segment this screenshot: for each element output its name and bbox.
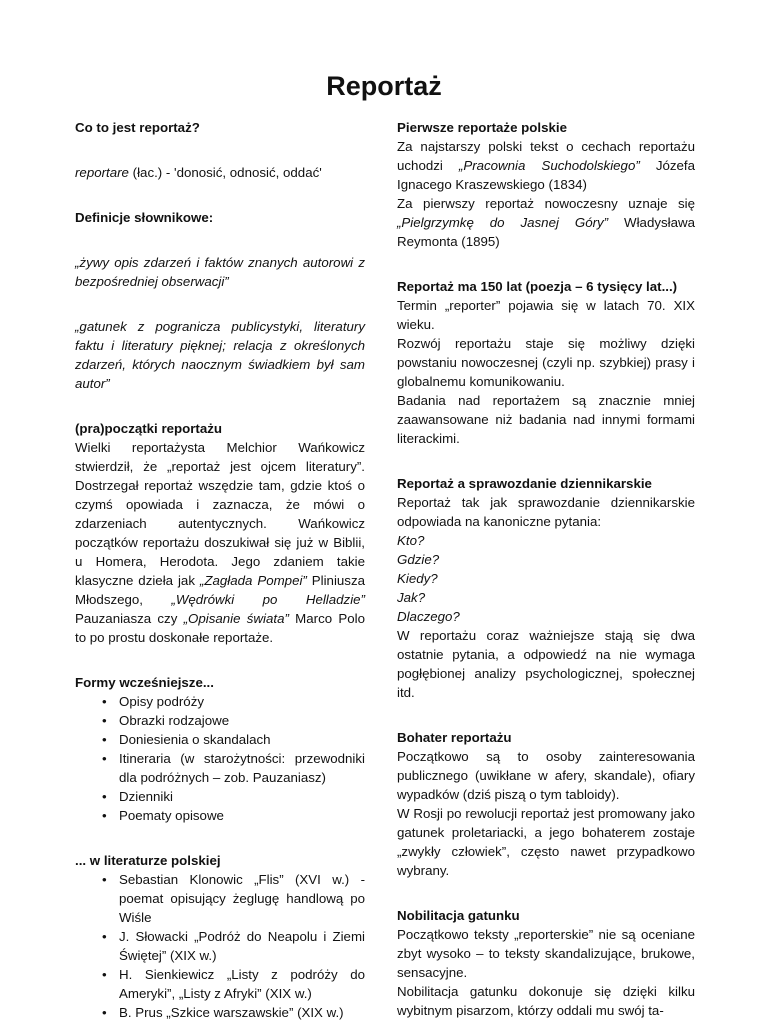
list-item: • H. Sienkiewicz „Listy z podróży do Ameryki”, „Listy z Afryki” (XIX w.) (75, 965, 365, 1003)
ennoblement-paragraph-1: Początkowo teksty „reporterskie” nie są oceniane zbyt wysoko – to teksty skandalizujące, brukowe, sensacyjne. (397, 927, 695, 980)
etymology-meaning: (łac.) - 'donosić, odnosić, oddać' (128, 165, 322, 180)
first-text: Władysława Reymonta (1895) (397, 215, 695, 249)
age-paragraph-3: Badania nad reportażem są znacznie mniej zaawansowane niż badania nad innymi formami literackimi. (397, 393, 695, 446)
list-item: • Opisy podróży (75, 692, 365, 711)
title-opisanie-swiata: „Opisanie świata” (183, 611, 289, 626)
origins-text: Marco Polo to po prostu doskonałe reportaże. (75, 611, 365, 645)
list-item: • Sebastian Klonowic „Flis” (XVI w.) - poemat opisujący żeglugę handlową po Wiśle (75, 870, 365, 927)
origins-text: Pauzaniasza czy (75, 611, 184, 626)
title-pielgrzymka-do-jasnej-gory: „Pielgrzymkę do Jasnej Góry” (397, 215, 609, 230)
etymology (75, 163, 365, 182)
left-column (75, 118, 365, 1022)
right-column (397, 118, 695, 1020)
title-wedrowki-po-helladzie: „Wędrówki po Helladzie” (171, 592, 365, 607)
list-item: • B. Prus „Szkice warszawskie” (XIX w.) (75, 1003, 365, 1022)
question-when: Kiedy? (397, 571, 438, 586)
title-zaglada-pompei: „Zagłada Pompei” (199, 573, 307, 588)
earlier-forms-heading: Formy wcześniejsze... (75, 675, 214, 690)
list-item: • Itineraria (w starożytności: przewodniki dla podróżnych – zob. Pauzaniasz) (75, 749, 365, 787)
list-item: • Dzienniki (75, 787, 365, 806)
hero-paragraph-2: W Rosji po rewolucji reportaż jest promowany jako gatunek proletariacki, a jego bohaterem zostaje „zwykły człowiek”, często nawet przypadkowo wybrany. (397, 806, 695, 878)
report-paragraph-2: W reportażu coraz ważniejsze stają się dwa ostatnie pytania, a odpowiedź na nie wymaga pogłębionej analizy psychologicznej, społecznej itd. (397, 628, 695, 700)
origins-text: Pliniusza Młodszego, (75, 573, 365, 607)
question-how: Jak? (397, 590, 426, 605)
question-why: Dlaczego? (397, 609, 460, 624)
list-item: • Poematy opisowe (75, 806, 365, 825)
first-reportages-paragraph-2 (397, 194, 695, 251)
list-item: • J. Słowacki „Podróż do Neapolu i Ziemi Świętej” (XIX w.) (75, 927, 365, 965)
definition-2: „gatunek z pogranicza publicystyki, literatury faktu i literatury pięknej; relacja z określonych zdarzeń, których naocznym świadkiem był sam autor” (75, 319, 365, 391)
first-reportages-heading: Pierwsze reportaże polskie (397, 120, 567, 135)
question-where: Gdzie? (397, 552, 440, 567)
first-text: Za najstarszy polski tekst o cechach reportażu uchodzi (397, 139, 695, 173)
page-title: Reportaż (326, 71, 442, 101)
age-paragraph-2: Rozwój reportażu staje się możliwy dzięki powstaniu nowoczesnej (czyli np. szybkiej) prasy i globalnemu komunikowaniu. (397, 336, 695, 389)
origins-heading: (pra)początki reportażu (75, 421, 223, 436)
etymology-word: reportare (75, 165, 129, 180)
ennoblement-heading: Nobilitacja gatunku (397, 908, 520, 923)
age-paragraph-1: Termin „reporter” pojawia się w latach 70. XIX wieku. (397, 298, 695, 332)
list-item: • Doniesienia o skandalach (75, 730, 365, 749)
report-vs-news-heading: Reportaż a sprawozdanie dziennikarskie (397, 476, 652, 491)
question-who: Kto? (397, 533, 425, 548)
origins-text: Wielki reportażysta Melchior Wańkowicz stwierdził, że „reportaż jest ojcem literatury”. Dostrzegał reportaż wszędzie tam, gdzie ktoś o czymś opowiada i zaznacza, że mówi o zdarzeniach autentycznych. Wańkowicz początków reportażu doszukiwał się już w Biblii, u Homera, Herodota. Jego zdaniem takie klasyczne dzieła jak (75, 440, 365, 588)
origins-paragraph (75, 438, 365, 647)
ennoblement-paragraph-2: Nobilitacja gatunku dokonuje się dzięki kilku wybitnym pisarzom, którzy oddali mu swój ta- (397, 984, 695, 1018)
definition-1: „żywy opis zdarzeń i faktów znanych autorowi z bezpośredniej obserwacji” (75, 255, 365, 289)
earlier-forms-list (75, 692, 365, 825)
polish-literature-heading: ... w literaturze polskiej (75, 853, 221, 868)
age-heading: Reportaż ma 150 lat (poezja – 6 tysięcy lat...) (397, 279, 678, 294)
report-paragraph-1: Reportaż tak jak sprawozdanie dziennikarskie odpowiada na kanoniczne pytania: (397, 495, 695, 529)
what-is-heading: Co to jest reportaż? (75, 120, 200, 135)
hero-paragraph-1: Początkowo są to osoby zainteresowania publicznego (uwikłane w afery, skandale), ofiary wypadków (dziś piszą o tym tabloidy). (397, 749, 695, 802)
first-text: Za pierwszy reportaż nowoczesny uznaje się (397, 196, 695, 211)
hero-heading: Bohater reportażu (397, 730, 512, 745)
list-item: • Obrazki rodzajowe (75, 711, 365, 730)
first-text: Józefa Ignacego Kraszewskiego (1834) (397, 158, 695, 192)
polish-literature-list (75, 870, 365, 1022)
title-pracownia-suchodolskiego: „Pracownia Suchodolskiego” (458, 158, 640, 173)
first-reportages-paragraph-1 (397, 137, 695, 194)
definitions-heading: Definicje słownikowe: (75, 210, 214, 225)
